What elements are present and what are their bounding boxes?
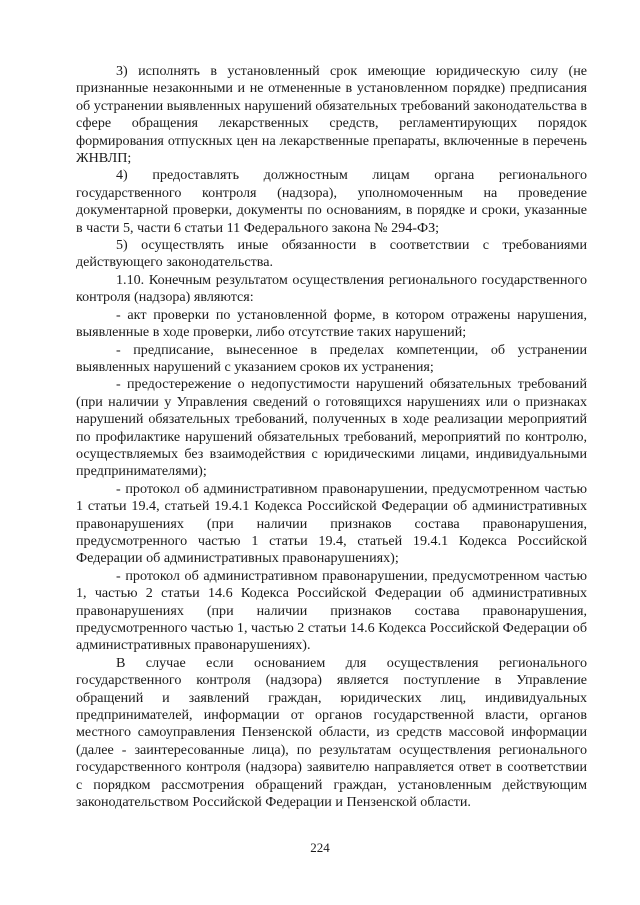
result-item-protocol-19-4: - протокол об административном правонарушении, предусмотренном частью 1 статьи 19.4, статьей 19.4.1 Кодекса Российской Федерации об административных правонарушениях (при наличии признаков состава правонарушения, предусмотренного частью 1 статьи 19.4, статьей 19.4.1 Кодекса Российской Федерации об административных правонарушениях); [76,480,587,567]
result-item-inspection-act: - акт проверки по установленной форме, в котором отражены нарушения, выявленные в ходе проверки, либо отсутствие таких нарушений; [76,306,587,341]
paragraph-item-4: 4) предоставлять должностным лицам органа регионального государственного контроля (надзора), уполномоченным на проведение документарной проверки, документы по основаниям, в порядке и сроки, указанные в части 5, части 6 статьи 11 Федерального закона № 294-ФЗ; [76,167,587,236]
paragraph-item-5: 5) осуществлять иные обязанности в соответствии с требованиями действующего законодательства. [76,237,587,271]
section-1-10-heading: 1.10. Конечным результатом осуществления регионального государственного контроля (надзора) являются: [76,271,587,306]
result-item-protocol-14-6: - протокол об административном правонарушении, предусмотренном частью 1, частью 2 статьи 14.6 Кодекса Российской Федерации об административных правонарушениях (при наличии признаков состава правонарушения, предусмотренного частью 1, частью 2 статьи 14.6 Кодекса Российской Федерации об административных правонарушениях). [76,567,587,654]
result-item-order: - предписание, вынесенное в пределах компетенции, об устранении выявленных нарушений с указанием сроков их устранения; [76,341,587,375]
page-number: 224 [310,840,330,855]
paragraph-item-3: 3) исполнять в установленный срок имеющие юридическую силу (не признанные незаконными и не отмененные в установленном порядке) предписания об устранении выявленных нарушений обязательных требований законодательства в сфере обращения лекарственных средств, регламентирующих порядок формирования отпускных цен на лекарственные препараты, включенные в перечень ЖНВЛП; [76,63,587,167]
document-body [76,63,587,811]
result-item-warning: - предостережение о недопустимости нарушений обязательных требований (при наличии у Управления сведений о готовящихся нарушениях или о признаках нарушений обязательных требований, полученных в ходе реализации мероприятий по профилактике нарушений обязательных требований, мероприятий по контролю, осуществляемых без взаимодействия с юридическими лицами, индивидуальными предпринимателями); [76,376,587,480]
paragraph-appeals-response: В случае если основанием для осуществления регионального государственного контроля (надзора) является поступление в Управление обращений и заявлений граждан, юридических лиц, индивидуальных предпринимателей, информации от органов государственной власти, органов местного самоуправления Пензенской области, из средств массовой информации (далее - заинтересованные лица), по результатам осуществления регионального государственного контроля (надзора) заявителю направляется ответ в соответствии с порядком рассмотрения обращений граждан, установленным действующим законодательством Российской Федерации и Пензенской области. [76,654,587,811]
